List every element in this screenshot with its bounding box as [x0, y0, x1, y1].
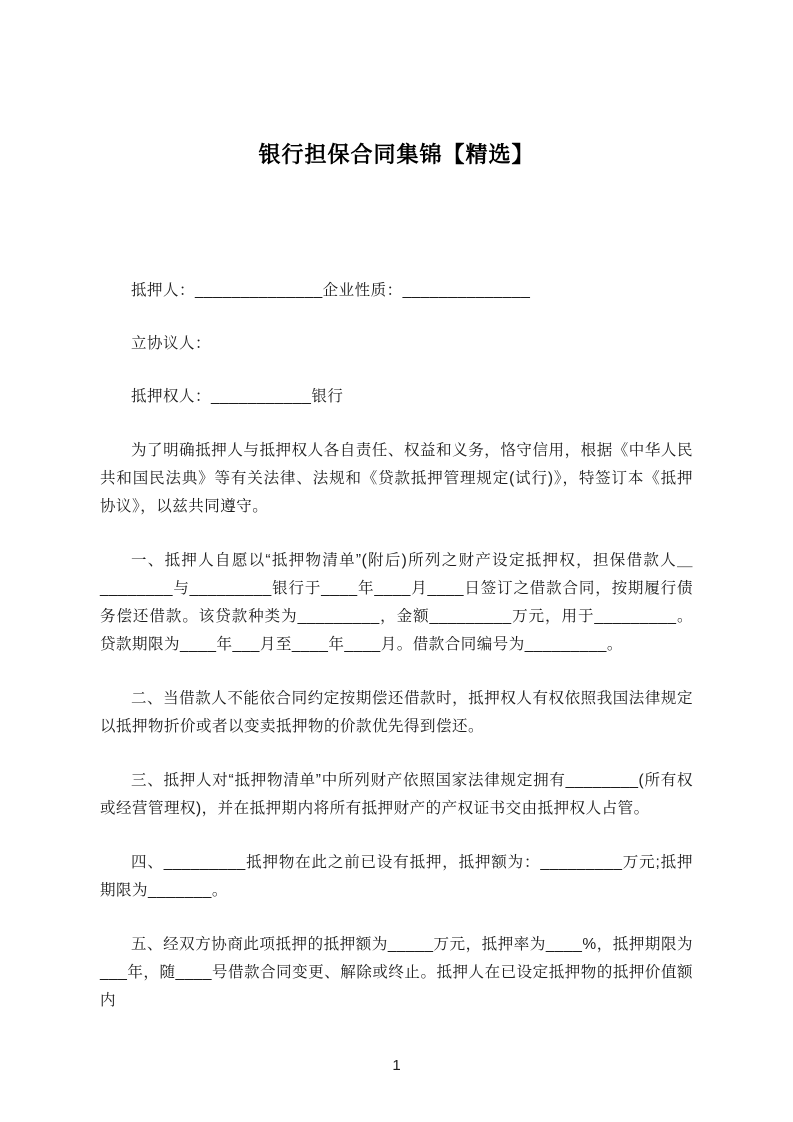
- mortgagor-line: 抵押人：______________企业性质：______________: [131, 282, 531, 299]
- page-number: 1: [392, 1057, 401, 1074]
- contract-clause-5: 五、经双方协商此项抵押的抵押额为_____万元，抵押率为____%，抵押期限为___年，随____号借款合同变更、解除或终止。抵押人在已设定抵押物的抵押价值额内: [100, 936, 693, 1009]
- agreement-party-line: 立协议人：: [131, 335, 212, 352]
- contract-intro-fields: [100, 277, 693, 411]
- contract-clause-1: 一、抵押人自愿以“抵押物清单”(附后)所列之财产设定抵押权，担保借款人＿________与_________银行于____年____月____日签订之借款合同，按期履行债务偿还借款。该贷款种类为_________，金额_________万元，用于_________。贷款期限为____年___月至____年____月。借款合同编号为_________。: [100, 552, 693, 653]
- page-footer: [0, 1057, 793, 1074]
- contract-preamble: 为了明确抵押人与抵押权人各自责任、权益和义务，恪守信用，根据《中华人民共和国民法典》等有关法律、法规和《贷款抵押管理规定(试行)》，特签订本《抵押协议》，以兹共同遵守。: [100, 442, 693, 515]
- mortgagee-line: 抵押权人：___________银行: [131, 388, 344, 405]
- contract-clause-2: 二、当借款人不能依合同约定按期偿还借款时，抵押权人有权依照我国法律规定以抵押物折价或者以变卖抵押物的价款优先得到偿还。: [100, 690, 693, 735]
- document-title: 银行担保合同集锦【精选】: [258, 142, 535, 167]
- contract-clause-3: 三、抵押人对“抵押物清单”中所列财产依照国家法律规定拥有________(所有权或经营管理权)，并在抵押期内将所有抵押财产的产权证书交由抵押权人占管。: [100, 772, 693, 817]
- contract-clause-4: 四、_________抵押物在此之前已设有抵押，抵押额为：_________万元;抵押期限为_______。: [100, 854, 693, 899]
